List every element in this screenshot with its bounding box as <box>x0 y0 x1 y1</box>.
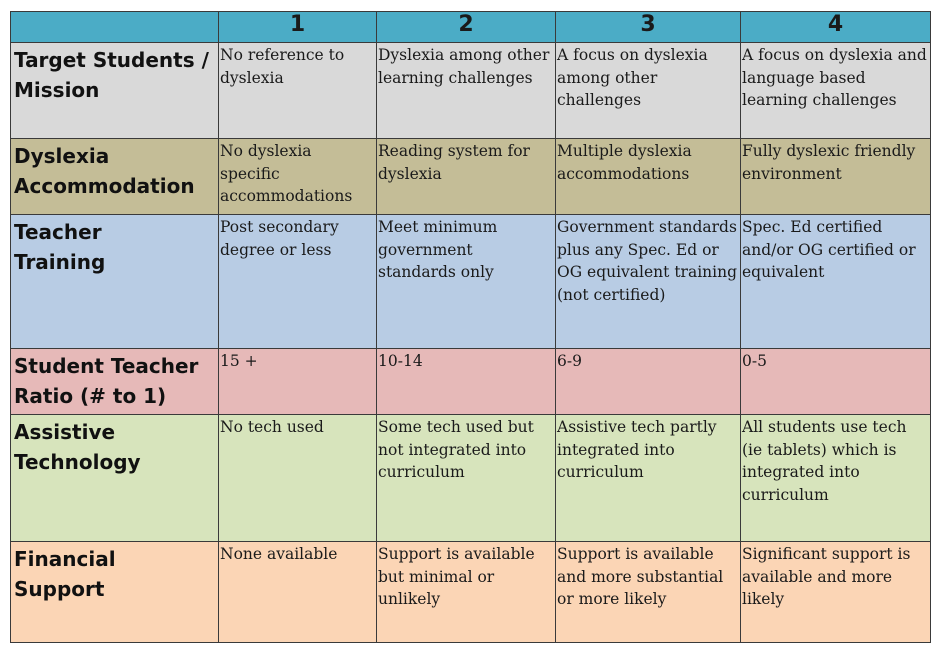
row-label-line: Support <box>14 577 105 601</box>
row-label-line: Mission <box>14 78 100 102</box>
column-header-2: 2 <box>377 12 556 43</box>
row-target-students-mission <box>11 43 931 139</box>
row-label-line: Target Students / <box>14 48 209 72</box>
row-label-line: Assistive <box>14 420 116 444</box>
rubric-table <box>10 11 931 643</box>
rubric-cell: Support is available but minimal or unlikely <box>377 542 556 643</box>
row-label-line: Technology <box>14 450 141 474</box>
rubric-cell: Support is available and more substantial or more likely <box>556 542 741 643</box>
column-header-3: 3 <box>556 12 741 43</box>
rubric-cell: 6-9 <box>556 349 741 415</box>
row-label <box>11 415 219 542</box>
row-dyslexia-accommodation <box>11 139 931 215</box>
row-label-line: Financial <box>14 547 116 571</box>
row-label <box>11 542 219 643</box>
rubric-cell: Significant support is available and more likely <box>741 542 931 643</box>
rubric-cell: 15 + <box>219 349 377 415</box>
rubric-cell: Some tech used but not integrated into curriculum <box>377 415 556 542</box>
rubric-cell: All students use tech (ie tablets) which is integrated into curriculum <box>741 415 931 542</box>
row-label-line: Dyslexia <box>14 144 110 168</box>
rubric-cell: 0-5 <box>741 349 931 415</box>
row-label-line: Accommodation <box>14 174 195 198</box>
rubric-cell: 10-14 <box>377 349 556 415</box>
row-assistive-technology <box>11 415 931 542</box>
rubric-cell: A focus on dyslexia and language based learning challenges <box>741 43 931 139</box>
row-student-teacher-ratio <box>11 349 931 415</box>
rubric-cell: Government standards plus any Spec. Ed or OG equivalent training (not certified) <box>556 215 741 349</box>
rubric-cell: Dyslexia among other learning challenges <box>377 43 556 139</box>
row-label-line: Training <box>14 250 106 274</box>
column-header-1: 1 <box>219 12 377 43</box>
rubric-cell: Multiple dyslexia accommodations <box>556 139 741 215</box>
rubric-cell: Spec. Ed certified and/or OG certified or equivalent <box>741 215 931 349</box>
rubric-cell: A focus on dyslexia among other challenges <box>556 43 741 139</box>
rubric-cell: No reference to dyslexia <box>219 43 377 139</box>
row-label <box>11 349 219 415</box>
row-label <box>11 139 219 215</box>
row-teacher-training <box>11 215 931 349</box>
row-label-line: Teacher <box>14 220 102 244</box>
rubric-cell: No dyslexia specific accommodations <box>219 139 377 215</box>
row-label-line: Student Teacher <box>14 354 199 378</box>
rubric-cell: Assistive tech partly integrated into curriculum <box>556 415 741 542</box>
row-label-line: Ratio (# to 1) <box>14 384 167 408</box>
column-header-4: 4 <box>741 12 931 43</box>
rubric-cell: Reading system for dyslexia <box>377 139 556 215</box>
row-label <box>11 215 219 349</box>
rubric-cell: Fully dyslexic friendly environment <box>741 139 931 215</box>
rubric-cell: No tech used <box>219 415 377 542</box>
corner-header-cell <box>11 12 219 43</box>
header-row <box>11 12 931 43</box>
row-label <box>11 43 219 139</box>
rubric-cell: None available <box>219 542 377 643</box>
rubric-cell: Post secondary degree or less <box>219 215 377 349</box>
row-financial-support <box>11 542 931 643</box>
rubric-cell: Meet minimum government standards only <box>377 215 556 349</box>
